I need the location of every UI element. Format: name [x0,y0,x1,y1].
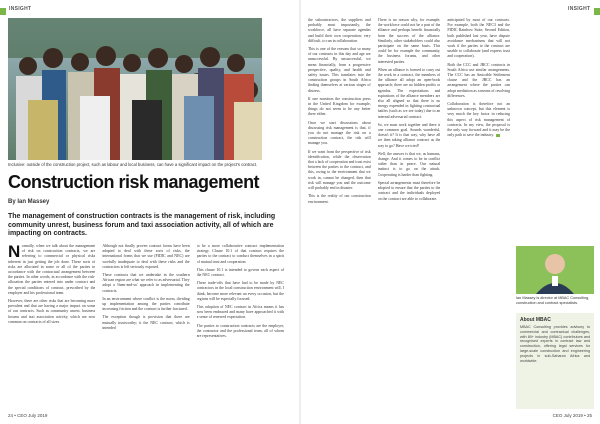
body-column-1 [8,244,95,410]
closing-paragraph-text: Collaboration is therefore not an unknown concept, but this element is very much the key factor in reducing this aspect of risk management of contracts. In my view, the proposal is the only way forward and it may be the only path to save the industry. [447,102,511,138]
article-headline: Construction risk management [8,172,260,192]
body-paragraph: This clause 10.1 is intended to govern each aspect of the NEC contract. [196,267,284,278]
right-page [300,0,600,424]
body-paragraph: anticipated by most of our contracts. For example, both the NEC3 and the FIDIC Rainbow Suite, Second Edition, both published last year, have dispute avoidance mechanisms that will not work if the parties to the contract are unable to collaborate (and express trust and cooperation). [447,18,511,59]
crowd-photo-illustration [8,18,262,160]
body-paragraph: Well, the answer is that we, as humans, change. And it comes to be in conflict rather than in peace. Our natural instinct is to go on the attack. Cooperating is harder than fighting. [377,151,441,177]
article-byline: By Ian Massey [8,199,50,205]
body-paragraph: This adoption of NEC contract in Africa means it has now been embraced and many have approached it with a sense of renewed expectation. [196,305,284,320]
page-folio-right: CEO July 2019 • 25 [552,413,592,418]
right-page-columns [308,18,510,410]
body-paragraph: When an alliance is formed to carry out the work in a contract, the members of the alliance all adopt an open-book approach; there are no hidden profits or agendas. The expectations and aspirations of the alliance members are also all aligned so that there is no energy expended in fighting contractual battles (such as we see today) due to an internal adversarial contract. [377,67,441,119]
about-box [516,313,594,409]
body-paragraph: This is one of the reasons that so many of our contracts in this day and age are unsuccessful. By unsuccessful, we mean financially, from a progressive perspective, quality, and health and safety issues. This translates into the construction groups in South Africa finding themselves at various stages of distress. [308,47,371,93]
dropcap-letter: N [8,244,21,261]
body-column-2 [102,244,189,410]
left-page-columns [8,244,284,410]
body-paragraph: Special arrangements must therefore be adopted to ensure that the parties to the contract and the individuals deployed on the contract are able to collaborate. [377,180,441,201]
feature-photo [8,18,262,160]
body-column-4 [308,18,371,410]
body-paragraph: If one monitors the construction press in the United Kingdom for example, things do not seem to be any better there either. [308,96,371,117]
body-paragraph: These contracts that we undertake in the southern African region are what we refer to as adversarial. They adopt a 'them-and-us' approach in implementing the contracts. [102,273,190,293]
body-paragraph: to be a more collaborative contract implementation strategy. Clause 10.1 of that contract requires the parties to the contract to conduct themselves in a spirit of mutual trust and cooperation. [196,244,284,264]
article-standfirst: The management of construction contracts is the management of risk, including community unrest, business forum and taxi association activity, all of which are impacting on contracts. [8,213,276,238]
body-paragraph: If we want from the perspective of risk identification, while the observation that a lack of cooperation and trust exist between the parties to the contract, and this, owing to the environment that we work in, cannot be changed, then that risk will manage you and the outcome will probably end in disaster. [308,149,371,191]
author-caption: Ian Massey is director at MBAC Consulting, construction and contract specialists. [516,296,590,305]
author-portrait [516,246,594,294]
page-folio-left: 24 • CEO July 2019 [8,413,48,418]
section-marker-bar [594,8,600,15]
body-paragraph [447,102,510,138]
body-paragraph: In an environment where conflict is the norm, dividing up implementation among the parties contribute increasing friction and the contract is further fractured. [102,296,190,312]
photo-caption: Inclusive: outside of the construction project, such as labour and local business, can have a significant impact on the project's contract. [8,162,258,167]
body-column-6 [447,18,510,410]
body-paragraph: ormally, when we talk about the management of risk on construction contracts, we are referring to commercial or physical risks inherent in just getting the job done. These sorts of risks are allocated in some or all of the parties in accordance with the contractual arrangement between the parties. In other words, in accordance with the risk-allocation the parties entered into under contract and the special conditions of contract, prescribed by the employer and his professional team. [8,244,96,295]
body-paragraph: There is no reason why, for example, the workforce could not be a part of the alliance and perhaps benefit financially from the success of the alliance. Similarly, other stakeholders could also participate on the same basis. This could be for example the community, the business forums, and other interested parties. [377,18,441,64]
body-paragraph: These trade-offs that have had to be made by NEC contractors in the local construction environment will, I think, become more relevant on every occasion, but the regions will be especially focused. [196,281,284,301]
body-paragraph: The parties to construction contracts are the employer, the contractor and the professional team, all of whom are representatives. [196,323,284,339]
end-of-article-mark [496,134,500,137]
body-paragraph: Once we start discussions about discussing risk management is that, if you do not manage the risk on a construction contract, the risk will manage you. [308,120,371,146]
about-box-text: MBAC Consulting provides advisory to commercial and contractual challenges, with 80+ industry (MBAC) contributors and recognised experts in contract law and construction, offering legal services for large-scale construction and engineering projects in sub-Saharan Africa and worldwide. [520,325,590,363]
body-paragraph: Although not finally proven contract forms have been adapted to deal with these sorts of risks, the international forms that we use (FIDIC and NEC) are woefully inadequate to deal with these risks and the contractors is left seriously exposed. [102,244,190,269]
body-paragraph: Both the CCC and JBCC contracts in South Africa use similar arrangements. The CCC has an Amicable Settlement clause and the JBCC has an arrangement where the parties can adopt mediation as a means of resolving differences. [447,62,511,98]
section-label-left: INSIGHT [9,6,32,12]
body-paragraph: the subcontractors, the suppliers and probably most importantly, the workforce, all have separate agendas and build their own cooperation; very difficult, to run in collaboration. [308,18,371,43]
body-column-5 [378,18,441,410]
body-paragraph: The exception though is provision that there are mutually trustworthy; it the NEC contract, which is intended [102,315,190,330]
section-marker-bar [0,8,6,15]
author-portrait-illustration [516,246,594,294]
about-box-title: About MBAC [520,317,551,323]
body-paragraph: However, there are other risks that are becoming more prevalent and that are having a major impact on some of our contracts. Such as community unrest, business forums and taxi association activity, which are now common on contracts of all sizes. [8,299,96,324]
body-column-3 [197,244,284,410]
body-paragraph: So, we must work together and there is one common goal. Sounds wonderful, doesn't it? It is that way, why have all we then taking alliance contract as the way to go? Have we tried? [377,122,441,148]
body-paragraph: This is the reality of our construction environment. [308,194,371,204]
section-label-right: INSIGHT [568,6,591,12]
